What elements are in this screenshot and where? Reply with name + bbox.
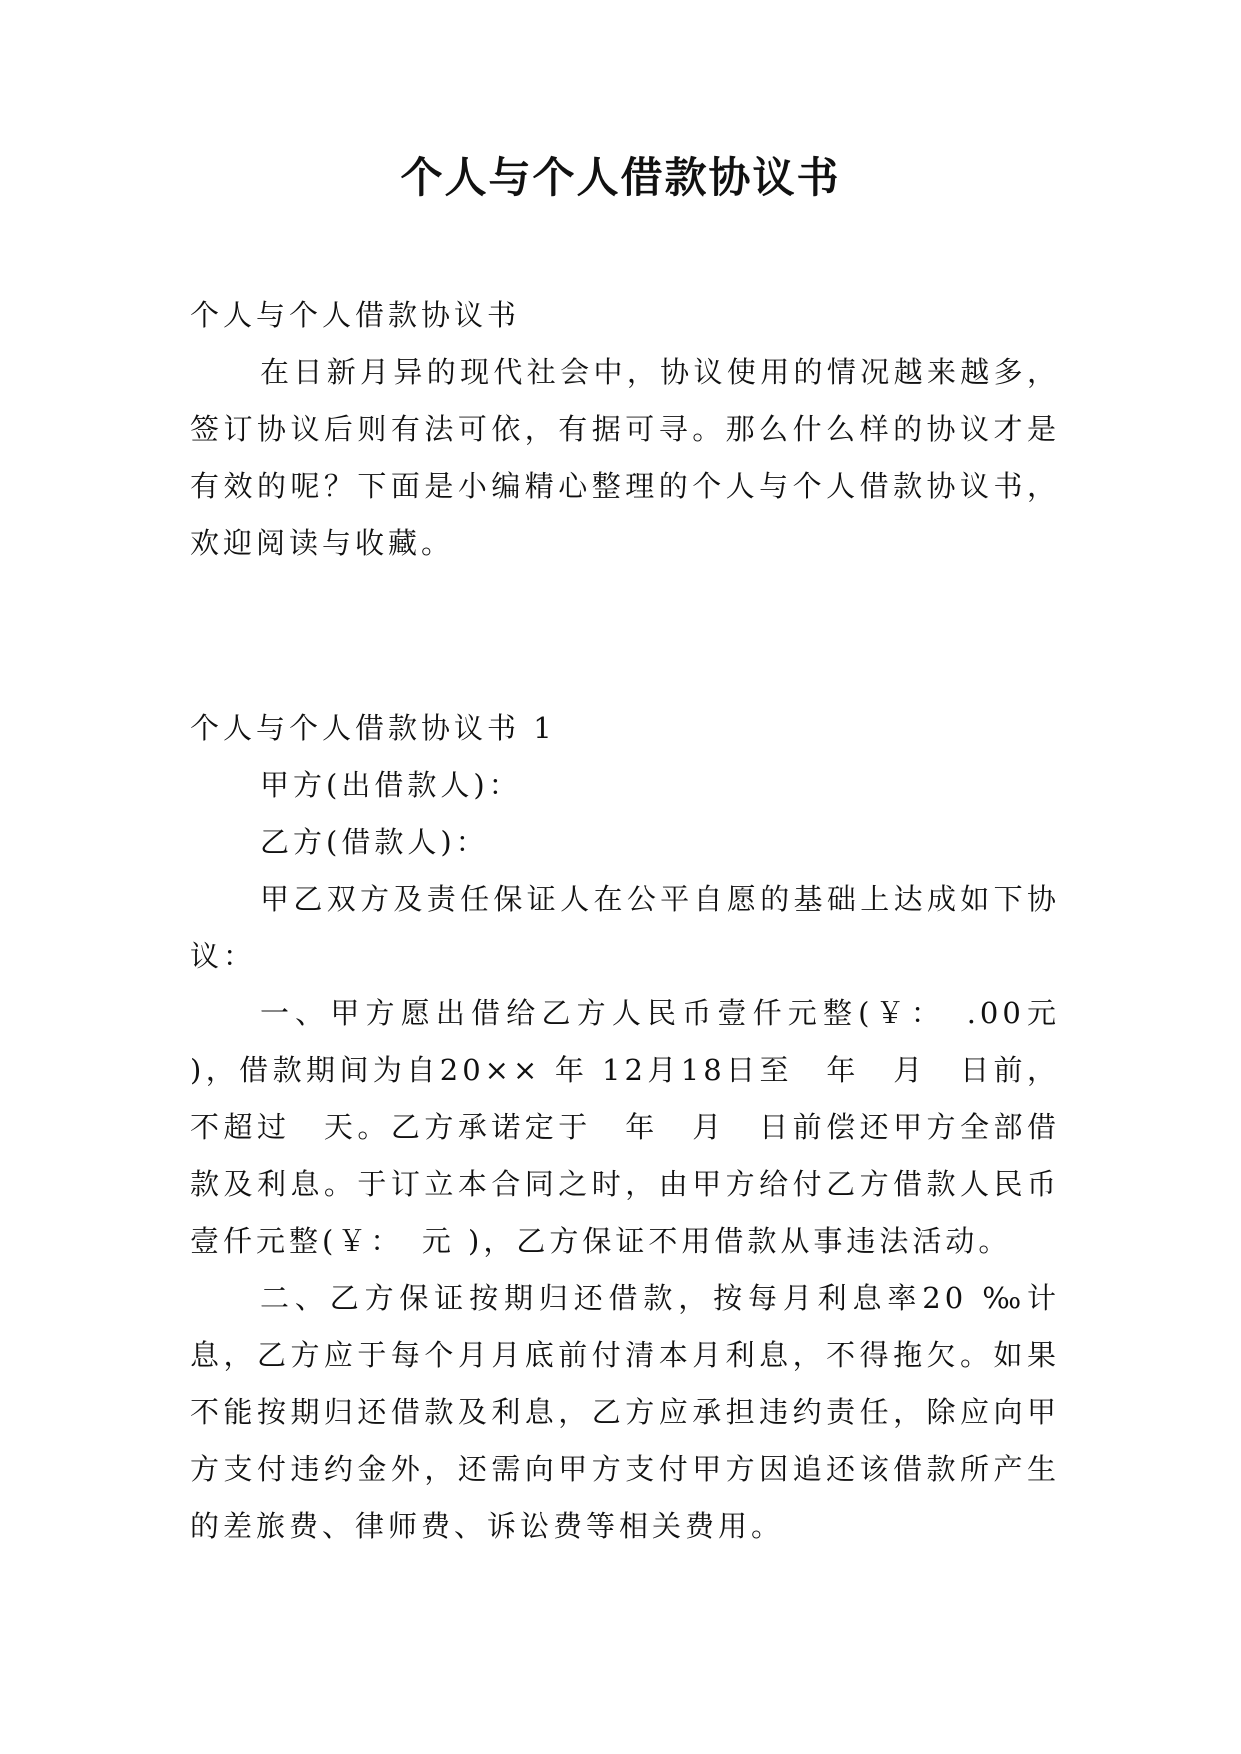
document-title: 个人与个人借款协议书 xyxy=(400,153,841,202)
preamble-paragraph: 甲乙双方及责任保证人在公平自愿的基础上达成如下协议： xyxy=(190,882,1060,973)
agreement-section xyxy=(190,700,1060,1555)
party-b-line: 乙方(借款人)： xyxy=(260,825,489,859)
intro-paragraph: 在日新月异的现代社会中，协议使用的情况越来越多，签订协议后则有法可依，有据可寻。那么什么样的协议才是有效的呢？下面是小编精心整理的个人与个人借款协议书，欢迎阅读与收藏。 xyxy=(190,355,1060,560)
intro-heading: 个人与个人借款协议书 xyxy=(190,298,521,332)
clause-2-paragraph: 二、乙方保证按期归还借款，按每月利息率20 ‰计息，乙方应于每个月月底前付清本月利息，不得拖欠。如果不能按期归还借款及利息，乙方应承担违约责任，除应向甲方支付违约金外，还需向甲方支付甲方因追还该借款所产生的差旅费、律师费、诉讼费等相关费用。 xyxy=(190,1281,1060,1543)
clause-1-paragraph: 一、甲方愿出借给乙方人民币壹仟元整(￥： .00元 )，借款期间为自20×× 年 12月18日至 年 月 日前，不超过 天。乙方承诺定于 年 月 日前偿还甲方全部借款及利息。于订立本合同之时，由甲方给付乙方借款人民币壹仟元整(￥： 元 )，乙方保证不用借款从事违法活动。 xyxy=(190,996,1060,1258)
party-a-line: 甲方(出借款人)： xyxy=(260,768,522,802)
agreement-heading: 个人与个人借款协议书 1 xyxy=(190,711,556,745)
intro-section xyxy=(190,287,1060,572)
